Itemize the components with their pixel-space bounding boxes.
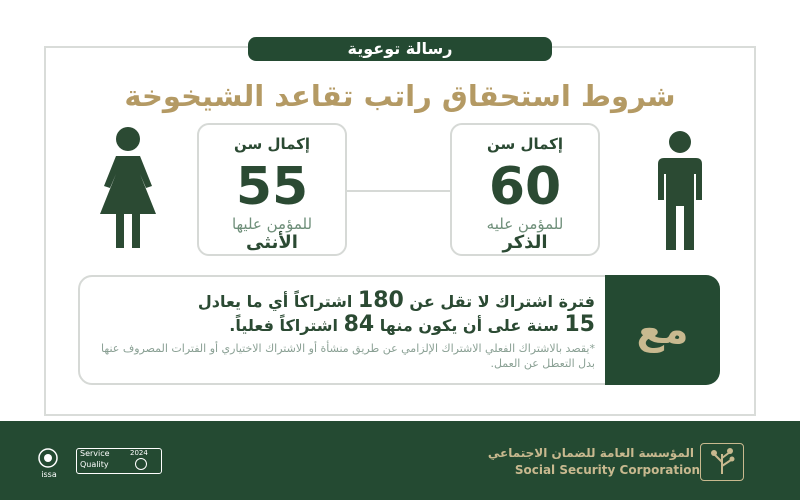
service-quality-line-1: Service <box>80 449 110 458</box>
condition-text-2b: اشتراكاً فعلياً. <box>229 316 344 335</box>
male-age-number: 60 <box>488 157 562 217</box>
female-figure-icon <box>78 126 178 250</box>
male-insured-label: للمؤمن عليه <box>486 215 564 233</box>
female-insured-label: للمؤمن عليها <box>231 215 313 233</box>
awareness-badge: رسالة توعوية <box>248 37 552 61</box>
condition-line-1 <box>95 288 595 313</box>
male-age-label: إكمال سن <box>486 135 564 153</box>
check-icon <box>135 458 147 470</box>
service-quality-line-2: Quality <box>80 460 109 469</box>
cards-connector <box>347 190 450 192</box>
male-gender-label: الذكر <box>502 232 548 253</box>
org-name-english: Social Security Corporation <box>514 463 700 477</box>
condition-line-2 <box>95 312 595 337</box>
contribution-count: 180 <box>357 288 404 313</box>
footnote: *يقصد بالاشتراك الفعلي الاشتراك الإلزامي عن طريق منشأة أو الاشتراك الاختياري أو الفترات المصروف عنها بدل التعطل عن العمل. <box>101 342 595 370</box>
female-age-label: إكمال سن <box>233 135 311 153</box>
female-age-number: 55 <box>235 157 309 217</box>
with-label: مع <box>636 307 689 353</box>
male-figure-icon <box>640 130 720 252</box>
female-gender-label: الأنثى <box>246 232 298 253</box>
condition-text-1b: اشتراكاً أي ما يعادل <box>197 292 358 311</box>
years-count: 15 <box>564 312 595 337</box>
page-title: شروط استحقاق راتب تقاعد الشيخوخة <box>124 79 676 113</box>
actual-contribution-count: 84 <box>343 312 375 337</box>
condition-text-2a: سنة على أن يكون منها <box>374 316 565 335</box>
condition-text-1a: فترة اشتراك لا تقل عن <box>403 292 595 311</box>
service-quality-year: 2024 <box>130 449 148 457</box>
ssc-logo-icon <box>700 443 744 481</box>
male-age-card <box>450 123 600 256</box>
issa-label: issa <box>41 470 57 479</box>
org-name-arabic: المؤسسة العامة للضمان الاجتماعي <box>487 446 694 460</box>
female-age-card <box>197 123 347 256</box>
